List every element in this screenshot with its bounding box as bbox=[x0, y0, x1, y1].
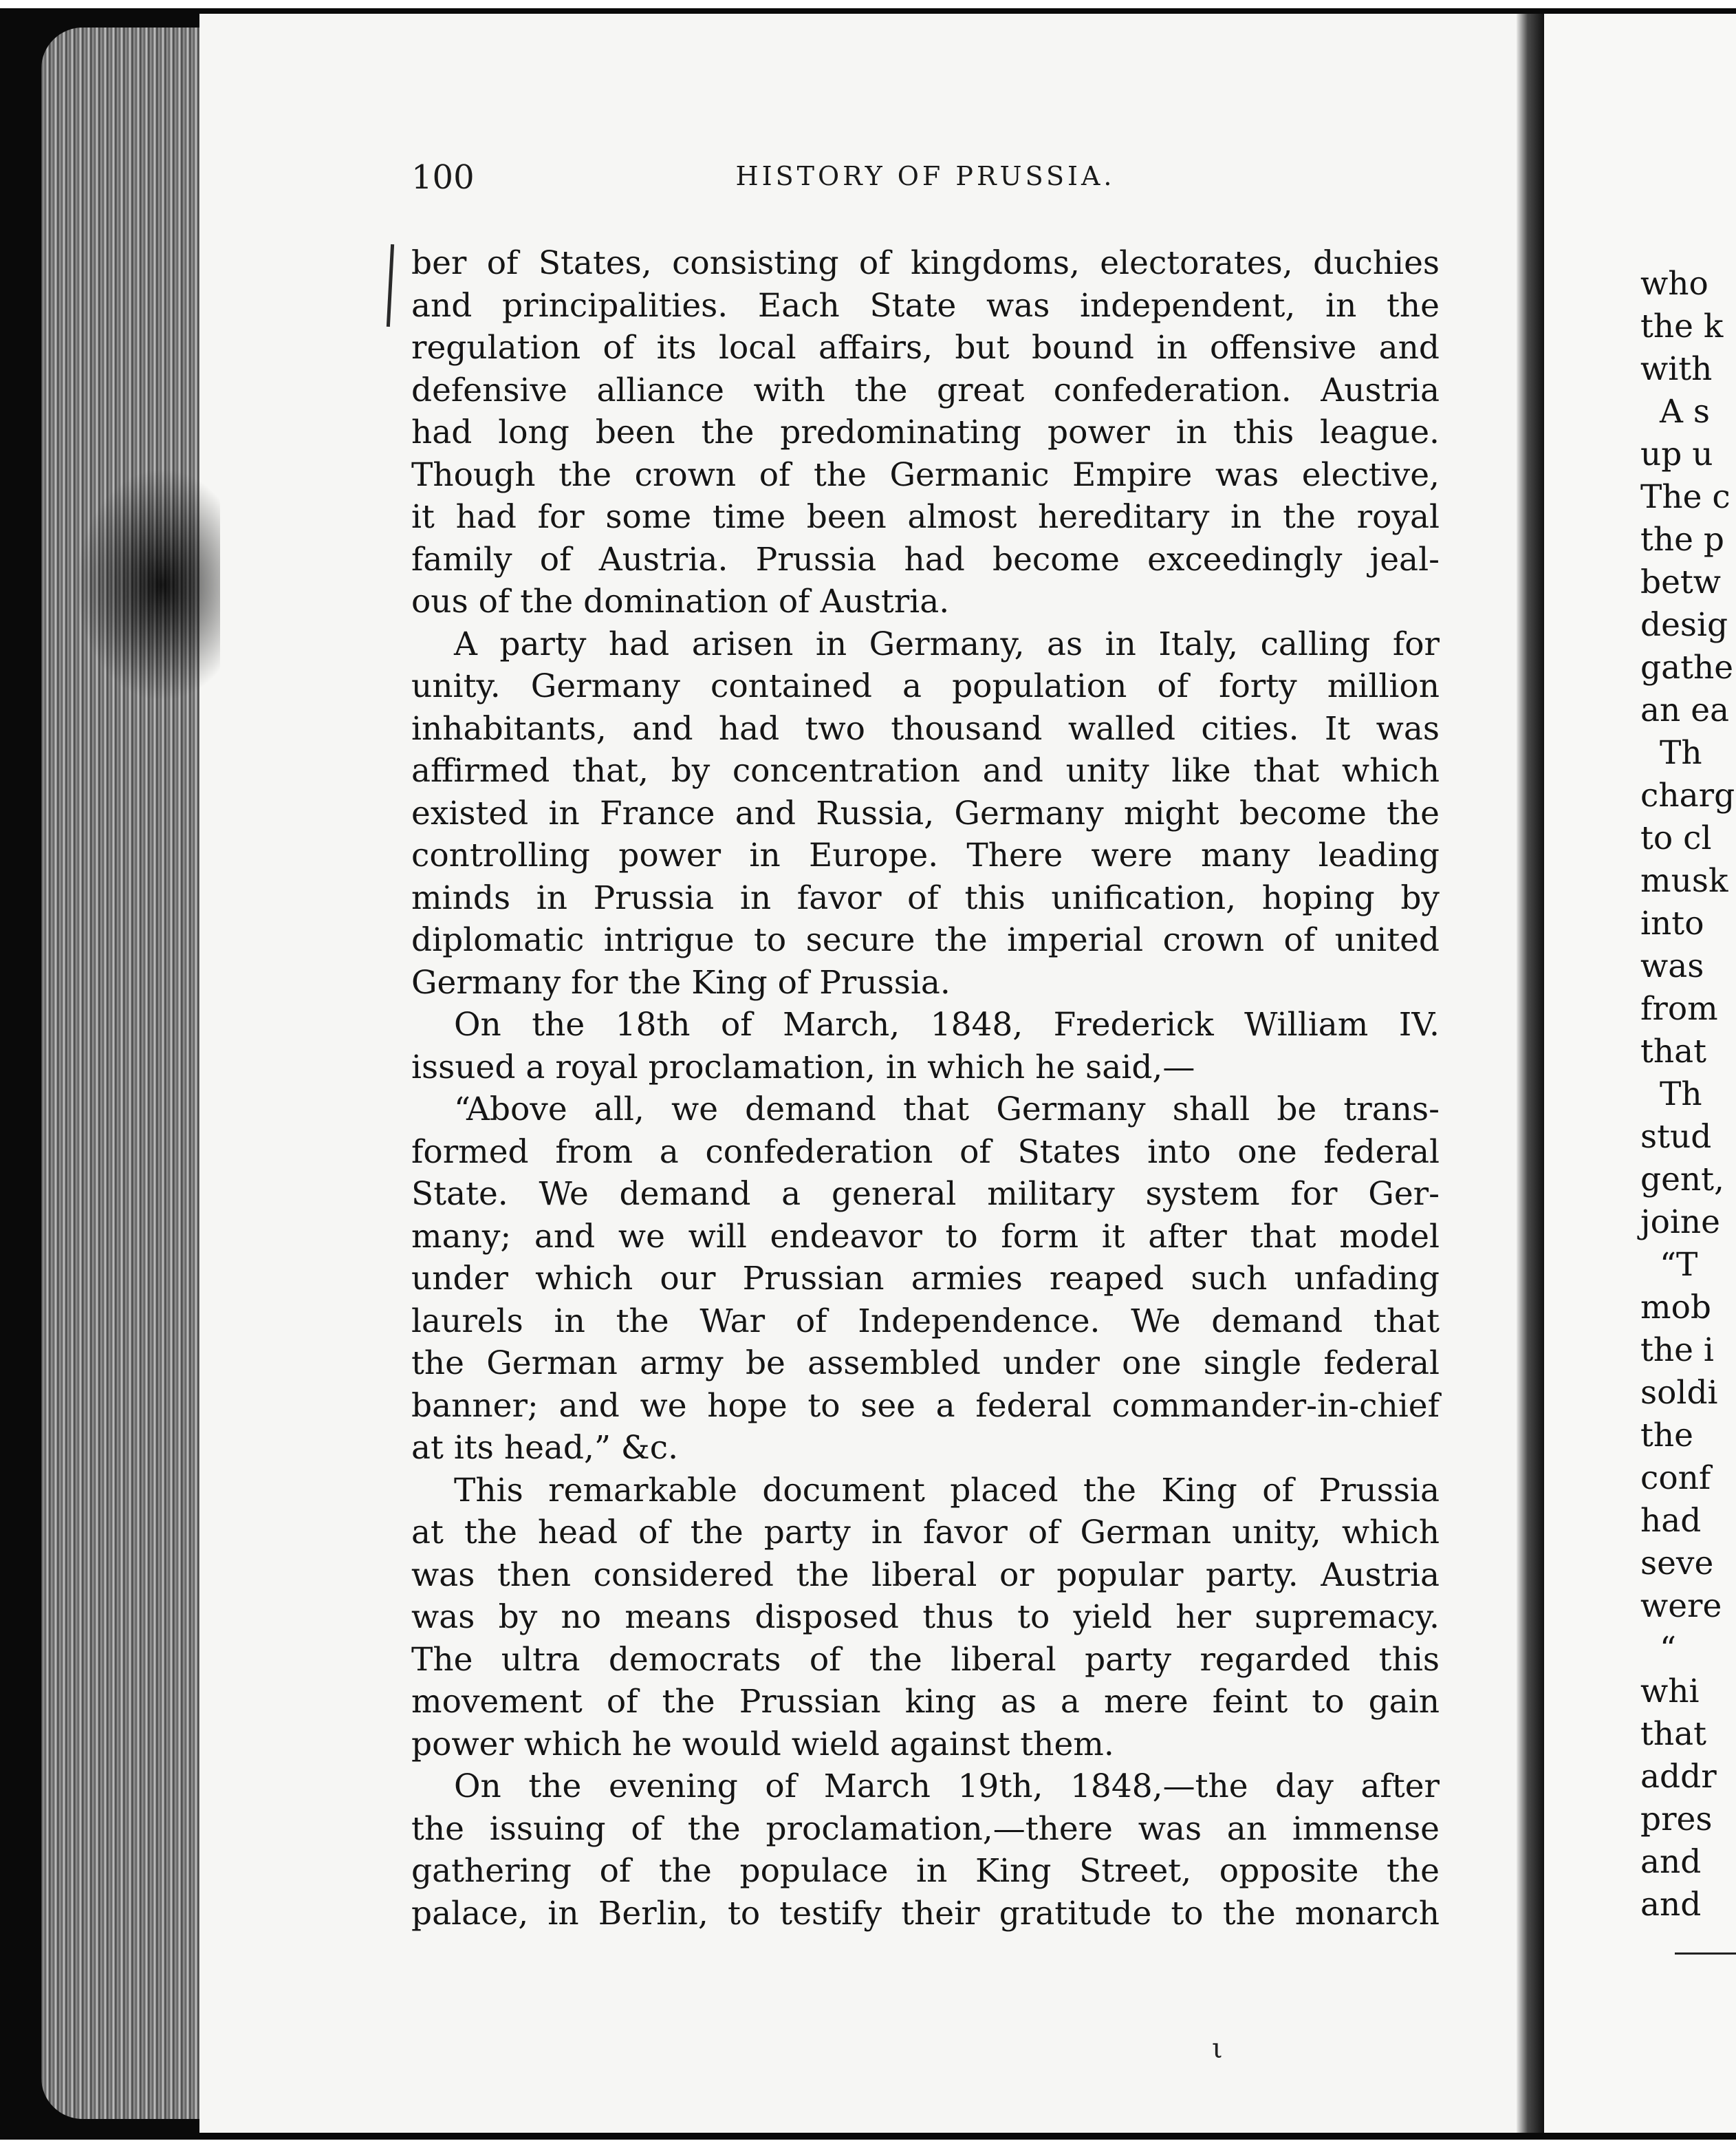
facing-text-line: Th bbox=[1660, 734, 1702, 772]
facing-page bbox=[1544, 14, 1736, 2133]
text-line: and principalities. Each State was independent, in the bbox=[411, 286, 1440, 325]
facing-text-line: joine bbox=[1640, 1203, 1720, 1241]
facing-text-line: “ bbox=[1660, 1630, 1677, 1668]
text-line: family of Austria. Prussia had become exceedingly jeal- bbox=[411, 540, 1440, 579]
text-line: it had for some time been almost hereditary in the royal bbox=[411, 498, 1440, 536]
running-head: HISTORY OF PRUSSIA. bbox=[735, 161, 1116, 191]
facing-text-line: that bbox=[1640, 1033, 1707, 1070]
text-line: formed from a confederation of States into one federal bbox=[411, 1132, 1440, 1171]
page-header bbox=[411, 158, 1440, 200]
facing-text-line: A s bbox=[1660, 393, 1711, 431]
facing-text-line: the bbox=[1640, 1417, 1693, 1454]
text-line: regulation of its local affairs, but bound in offensive and bbox=[411, 329, 1440, 367]
facing-page-rule bbox=[1675, 1952, 1736, 1955]
text-line: the issuing of the proclamation,—there was an immense bbox=[411, 1809, 1440, 1848]
scan-border-bottom bbox=[0, 2140, 1736, 2152]
facing-text-line: gent, bbox=[1640, 1161, 1724, 1198]
text-line: A party had arisen in Germany, as in Italy, calling for bbox=[454, 625, 1440, 663]
facing-text-line: and bbox=[1640, 1886, 1702, 1924]
facing-text-line: soldi bbox=[1640, 1374, 1718, 1412]
facing-text-line: whi bbox=[1640, 1672, 1700, 1710]
text-line: power which he would wield against them. bbox=[411, 1725, 1114, 1763]
facing-text-line: into bbox=[1640, 905, 1704, 943]
facing-text-line: to cl bbox=[1640, 819, 1712, 857]
text-line: Germany for the King of Prussia. bbox=[411, 963, 951, 1002]
facing-text-line: musk bbox=[1640, 862, 1728, 900]
text-line: controlling power in Europe. There were many leading bbox=[411, 837, 1440, 874]
text-line: had long been the predominating power in this league. bbox=[411, 413, 1440, 451]
text-line: was by no means disposed thus to yield her supremacy. bbox=[411, 1598, 1440, 1636]
facing-page-text bbox=[1640, 263, 1735, 1926]
facing-text-line: with bbox=[1640, 350, 1713, 388]
text-line: Though the crown of the Germanic Empire was elective, bbox=[411, 455, 1440, 494]
facing-text-line: charg bbox=[1640, 777, 1735, 815]
text-line: banner; and we hope to see a federal commander-in-chief bbox=[411, 1386, 1440, 1425]
text-line: movement of the Prussian king as a mere feint to gain bbox=[411, 1683, 1440, 1721]
facing-text-line: conf bbox=[1640, 1459, 1711, 1497]
facing-text-line: and bbox=[1640, 1843, 1702, 1881]
text-line: at the head of the party in favor of German unity, which bbox=[411, 1514, 1440, 1551]
facing-text-line: mob bbox=[1640, 1289, 1711, 1326]
text-line: This remarkable document placed the King of Prussia bbox=[454, 1471, 1440, 1509]
facing-text-line: gathe bbox=[1640, 649, 1734, 687]
text-line: palace, in Berlin, to testify their gratitude to the monarch bbox=[411, 1894, 1440, 1933]
text-line: affirmed that, by concentration and unity like that which bbox=[411, 752, 1440, 790]
body-text bbox=[411, 242, 1440, 1935]
facing-text-line: the p bbox=[1640, 521, 1724, 559]
facing-text-line: pres bbox=[1640, 1800, 1713, 1838]
facing-text-line: addr bbox=[1640, 1758, 1717, 1796]
text-line: at its head,” &c. bbox=[411, 1429, 679, 1467]
text-line: was then considered the liberal or popular party. Austria bbox=[411, 1556, 1440, 1594]
text-line: On the evening of March 19th, 1848,—the day after bbox=[454, 1767, 1440, 1805]
facing-text-line: up u bbox=[1640, 435, 1713, 473]
facing-text-line: who bbox=[1640, 265, 1708, 303]
text-line: State. We demand a general military system for Ger- bbox=[411, 1175, 1440, 1213]
scan-border-top bbox=[0, 0, 1736, 8]
footer-mark: ι bbox=[1212, 2033, 1223, 2065]
facing-text-line: seve bbox=[1640, 1545, 1714, 1582]
text-line: gathering of the populace in King Street, opposite the bbox=[411, 1852, 1440, 1890]
facing-text-line: were bbox=[1640, 1587, 1722, 1625]
facing-text-line: had bbox=[1640, 1502, 1702, 1540]
text-line: issued a royal proclamation, in which he said,— bbox=[411, 1048, 1195, 1086]
text-line: defensive alliance with the great confederation. Austria bbox=[411, 371, 1440, 409]
facing-text-line: desig bbox=[1640, 606, 1728, 644]
text-line: inhabitants, and had two thousand walled cities. It was bbox=[411, 709, 1440, 748]
facing-text-line: that bbox=[1640, 1715, 1707, 1753]
text-line: The ultra democrats of the liberal party regarded this bbox=[411, 1640, 1440, 1679]
text-line: unity. Germany contained a population of forty million bbox=[411, 667, 1440, 705]
text-line: laurels in the War of Independence. We demand that bbox=[411, 1302, 1440, 1340]
text-line: the German army be assembled under one single federal bbox=[411, 1344, 1440, 1382]
text-line: many; and we will endeavor to form it after that model bbox=[411, 1217, 1440, 1256]
text-line: ous of the domination of Austria. bbox=[411, 583, 950, 621]
facing-text-line: betw bbox=[1640, 563, 1722, 601]
facing-text-line: an ea bbox=[1640, 691, 1730, 729]
text-line: existed in France and Russia, Germany might become the bbox=[411, 794, 1440, 832]
facing-text-line: The c bbox=[1640, 478, 1730, 516]
text-line: diplomatic intrigue to secure the imperial crown of united bbox=[411, 921, 1440, 959]
facing-text-line: Th bbox=[1660, 1075, 1702, 1113]
facing-text-line: stud bbox=[1640, 1118, 1712, 1156]
facing-text-line: was bbox=[1640, 947, 1704, 985]
book-fore-edge bbox=[41, 28, 199, 2119]
facing-text-line: “T bbox=[1660, 1246, 1698, 1284]
ink-smudge bbox=[76, 468, 220, 702]
text-line: ber of States, consisting of kingdoms, electorates, duchies bbox=[411, 244, 1440, 282]
text-line: minds in Prussia in favor of this unification, hoping by bbox=[411, 879, 1440, 917]
text-line: On the 18th of March, 1848, Frederick William IV. bbox=[454, 1006, 1440, 1044]
facing-text-line: from bbox=[1640, 990, 1718, 1028]
facing-text-line: the k bbox=[1640, 308, 1724, 345]
facing-text-line: the i bbox=[1640, 1331, 1714, 1369]
book-gutter bbox=[1517, 14, 1544, 2133]
page-number: 100 bbox=[411, 158, 475, 197]
text-line: under which our Prussian armies reaped such unfading bbox=[411, 1260, 1440, 1298]
text-line: “Above all, we demand that Germany shall be trans- bbox=[454, 1090, 1440, 1128]
